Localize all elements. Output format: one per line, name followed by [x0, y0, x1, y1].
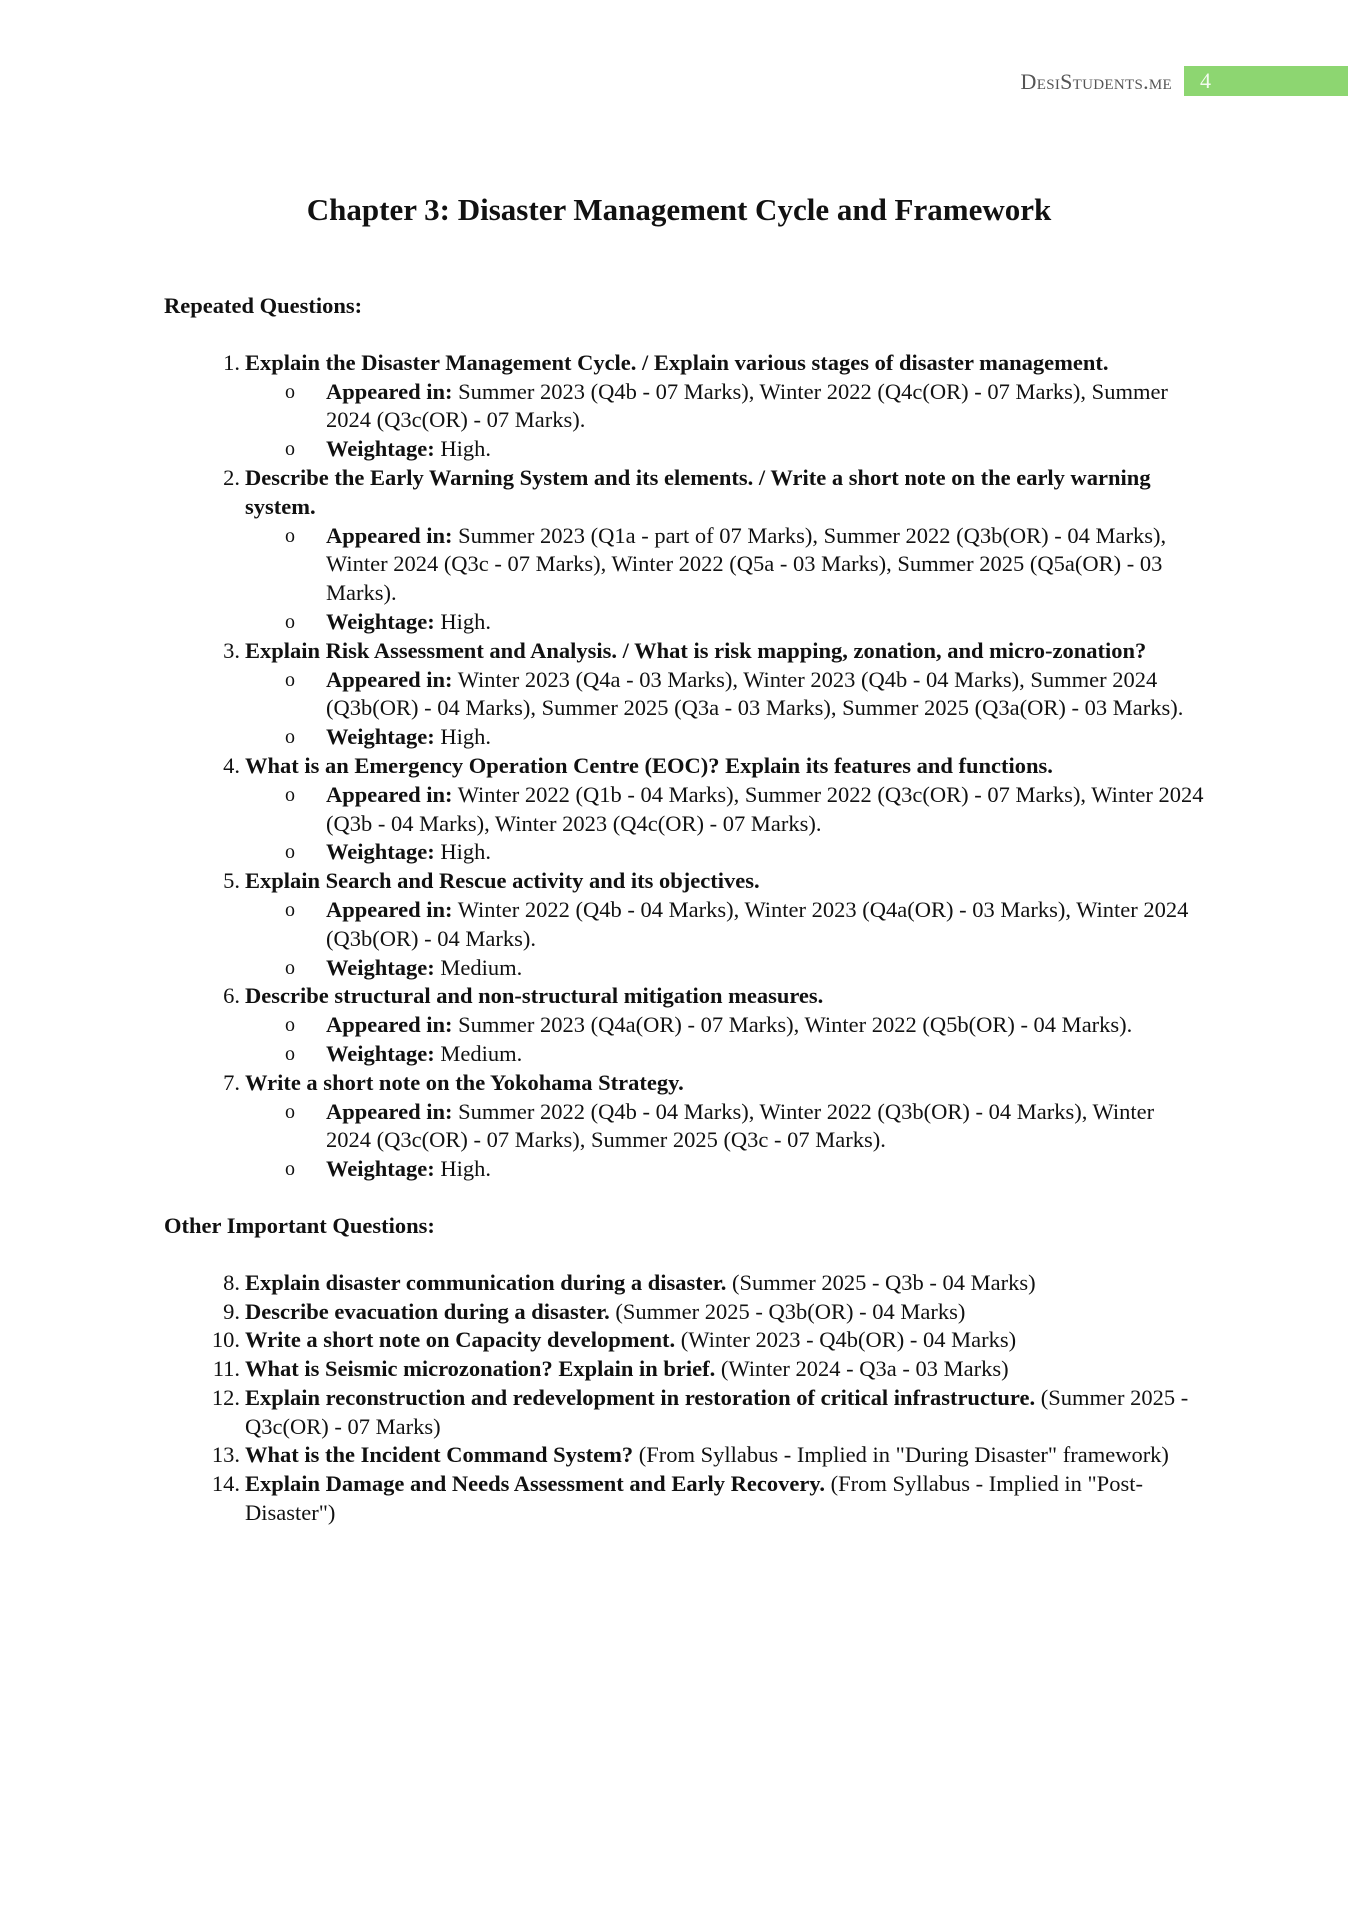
other-questions-list: [164, 1269, 1204, 1528]
appeared-in-row: [245, 781, 1204, 839]
question-text: Explain reconstruction and redevelopment in restoration of critical infrastructure.: [245, 1384, 1036, 1410]
question-number: 12.: [211, 1384, 240, 1410]
weightage-row: [245, 838, 1204, 867]
question-text: Explain Risk Assessment and Analysis. / What is risk mapping, zonation, and micro-zonation?: [245, 637, 1147, 663]
question-text: Explain Damage and Needs Assessment and Early Recovery.: [245, 1471, 826, 1497]
question-details: [245, 896, 1204, 982]
appeared-in-value: Summer 2023 (Q1a - part of 07 Marks), Summer 2022 (Q3b(OR) - 04 Marks), Winter 2024 (Q3c - 07 Marks), Winter 2022 (Q5a - 03 Marks), Summer 2025 (Q5a(OR) - 03 Marks).: [326, 522, 1167, 606]
bullet-icon: o: [285, 783, 295, 806]
weightage-label: Weightage:: [326, 1156, 435, 1182]
weightage-row: [245, 1155, 1204, 1184]
appeared-in-value: Summer 2022 (Q4b - 04 Marks), Winter 2022 (Q3b(OR) - 04 Marks), Winter 2024 (Q3c(OR) - 07 Marks), Summer 2025 (Q3c - 07 Marks).: [326, 1098, 1155, 1153]
question-number: 7.: [223, 1069, 240, 1095]
question-text: Describe the Early Warning System and its elements. / Write a short note on the early warning system.: [245, 464, 1151, 519]
appeared-in-value: Winter 2022 (Q4b - 04 Marks), Winter 2023 (Q4a(OR) - 03 Marks), Winter 2024 (Q3b(OR) - 04 Marks).: [326, 896, 1189, 951]
weightage-label: Weightage:: [326, 436, 435, 462]
weightage-value: High.: [440, 1156, 491, 1182]
weightage-value: High.: [440, 608, 491, 634]
chapter-title: Chapter 3: Disaster Management Cycle and Framework: [306, 192, 1052, 227]
weightage-row: [245, 954, 1204, 983]
appeared-in-label: Appeared in:: [326, 896, 453, 922]
page-header: [0, 66, 1358, 98]
bullet-icon: o: [285, 841, 295, 864]
appeared-in-label: Appeared in:: [326, 1098, 453, 1124]
question-item: [164, 982, 1204, 1068]
question-details: [245, 1098, 1204, 1184]
bullet-icon: o: [285, 1100, 295, 1123]
weightage-row: [245, 608, 1204, 637]
question-text: Describe structural and non-structural mitigation measures.: [245, 983, 824, 1009]
weightage-value: High.: [440, 839, 491, 865]
bullet-icon: o: [285, 1014, 295, 1037]
question-number: 13.: [211, 1442, 240, 1468]
question-number: 14.: [211, 1471, 240, 1497]
appeared-in-value: Winter 2023 (Q4a - 03 Marks), Winter 2023 (Q4b - 04 Marks), Summer 2024 (Q3b(OR) - 04 Marks), Summer 2025 (Q3a - 03 Marks), Summer 2025 (Q3a(OR) - 03 Marks).: [326, 666, 1184, 721]
question-item: [164, 867, 1204, 982]
question-details: [245, 666, 1204, 752]
weightage-value: Medium.: [440, 954, 523, 980]
question-source: (Winter 2024 - Q3a - 03 Marks): [720, 1356, 1009, 1382]
appeared-in-value: Winter 2022 (Q1b - 04 Marks), Summer 2022 (Q3c(OR) - 07 Marks), Winter 2024 (Q3b - 04 Marks), Winter 2023 (Q4c(OR) - 07 Marks).: [326, 781, 1204, 836]
question-source: (From Syllabus - Implied in "During Disaster" framework): [638, 1442, 1169, 1468]
bullet-icon: o: [285, 898, 295, 921]
question-details: [245, 1011, 1204, 1069]
bullet-icon: o: [285, 524, 295, 547]
question-number: 8.: [223, 1269, 240, 1295]
question-item: [164, 1069, 1204, 1184]
repeated-questions-list: [164, 349, 1204, 1184]
question-text: Describe evacuation during a disaster.: [245, 1298, 610, 1324]
question-item: [164, 752, 1204, 867]
question-item: [164, 1298, 1204, 1327]
question-number: 10.: [211, 1327, 240, 1353]
appeared-in-label: Appeared in:: [326, 378, 453, 404]
weightage-row: [245, 723, 1204, 752]
weightage-label: Weightage:: [326, 1040, 435, 1066]
question-source: (From Syllabus - Implied in "Post-Disaster"): [245, 1471, 1143, 1526]
appeared-in-row: [245, 1098, 1204, 1156]
repeated-questions-heading: Repeated Questions:: [164, 293, 363, 318]
question-item: [164, 464, 1204, 637]
question-item: [164, 1326, 1204, 1355]
question-source: (Winter 2023 - Q4b(OR) - 04 Marks): [680, 1327, 1017, 1353]
weightage-label: Weightage:: [326, 608, 435, 634]
question-item: [164, 1384, 1204, 1442]
question-number: 9.: [223, 1298, 240, 1324]
appeared-in-label: Appeared in:: [326, 522, 453, 548]
question-details: [245, 781, 1204, 867]
appeared-in-label: Appeared in:: [326, 1012, 453, 1038]
question-item: [164, 1470, 1204, 1528]
question-item: [164, 1441, 1204, 1470]
bullet-icon: o: [285, 726, 295, 749]
appeared-in-label: Appeared in:: [326, 781, 453, 807]
question-number: 4.: [223, 752, 240, 778]
question-text: Explain disaster communication during a disaster.: [245, 1269, 727, 1295]
weightage-row: [245, 1040, 1204, 1069]
weightage-label: Weightage:: [326, 954, 435, 980]
site-name: DesiStudents.me: [1020, 69, 1172, 94]
question-details: [245, 378, 1204, 464]
appeared-in-row: [245, 1011, 1204, 1040]
question-text: Explain Search and Rescue activity and its objectives.: [245, 868, 760, 894]
weightage-value: Medium.: [440, 1040, 523, 1066]
question-number: 5.: [223, 868, 240, 894]
appeared-in-value: Summer 2023 (Q4b - 07 Marks), Winter 2022 (Q4c(OR) - 07 Marks), Summer 2024 (Q3c(OR) - 07 Marks).: [326, 378, 1168, 433]
question-number: 1.: [223, 349, 240, 375]
appeared-in-row: [245, 522, 1204, 608]
question-source: (Summer 2025 - Q3b - 04 Marks): [731, 1269, 1036, 1295]
appeared-in-row: [245, 896, 1204, 954]
weightage-label: Weightage:: [326, 724, 435, 750]
question-details: [245, 522, 1204, 637]
bullet-icon: o: [285, 668, 295, 691]
question-item: [164, 637, 1204, 752]
weightage-row: [245, 435, 1204, 464]
weightage-value: High.: [440, 724, 491, 750]
bullet-icon: o: [285, 956, 295, 979]
question-text: Explain the Disaster Management Cycle. / Explain various stages of disaster management.: [245, 349, 1109, 375]
bullet-icon: o: [285, 380, 295, 403]
page-number: 4: [1184, 66, 1348, 96]
document-body: [164, 292, 1204, 1528]
question-text: What is the Incident Command System?: [245, 1442, 634, 1468]
question-number: 2.: [223, 464, 240, 490]
question-number: 6.: [223, 983, 240, 1009]
question-text: Write a short note on Capacity development.: [245, 1327, 676, 1353]
appeared-in-value: Summer 2023 (Q4a(OR) - 07 Marks), Winter 2022 (Q5b(OR) - 04 Marks).: [458, 1012, 1133, 1038]
question-text: Write a short note on the Yokohama Strategy.: [245, 1069, 684, 1095]
bullet-icon: o: [285, 1158, 295, 1181]
appeared-in-row: [245, 666, 1204, 724]
question-item: [164, 1355, 1204, 1384]
question-item: [164, 1269, 1204, 1298]
appeared-in-row: [245, 378, 1204, 436]
bullet-icon: o: [285, 438, 295, 461]
question-number: 3.: [223, 637, 240, 663]
question-number: 11.: [212, 1356, 240, 1382]
weightage-value: High.: [440, 436, 491, 462]
question-source: (Summer 2025 - Q3b(OR) - 04 Marks): [615, 1298, 966, 1324]
bullet-icon: o: [285, 610, 295, 633]
weightage-label: Weightage:: [326, 839, 435, 865]
question-item: [164, 349, 1204, 464]
appeared-in-label: Appeared in:: [326, 666, 453, 692]
other-questions-heading: Other Important Questions:: [164, 1212, 435, 1238]
question-text: What is an Emergency Operation Centre (EOC)? Explain its features and functions.: [245, 752, 1053, 778]
question-text: What is Seismic microzonation? Explain in brief.: [245, 1356, 716, 1382]
bullet-icon: o: [285, 1042, 295, 1065]
question-source: (Summer 2025 - Q3c(OR) - 07 Marks): [245, 1384, 1189, 1439]
